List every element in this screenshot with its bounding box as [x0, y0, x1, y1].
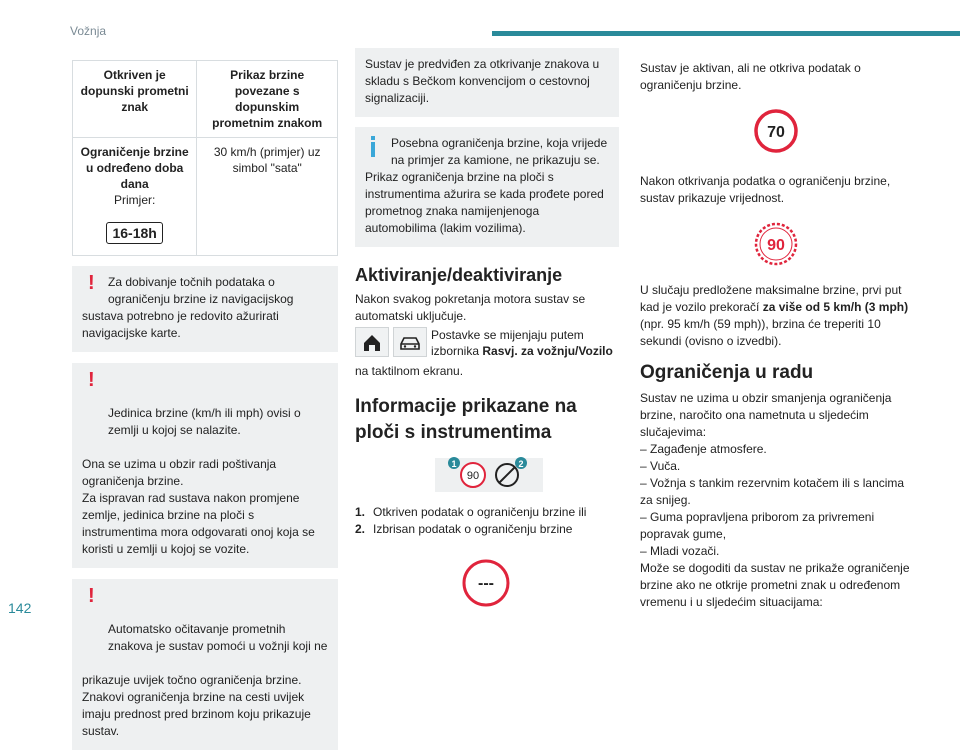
limitations-tail: Može se dogoditi da sustav ne prikaže ograničenje brzine ako ne otkrije prometni znak u određenom vremenu i u sljedećim situacijama:: [640, 561, 910, 609]
activation-menu-text: Postavke se mijenjaju putem izbornika Rasvj. za vožnju/Vozilo: [431, 328, 613, 358]
supplementary-sign-table: [72, 60, 338, 256]
list-item: – Guma popravljena priborom za privremeni popravak gume,: [640, 510, 875, 541]
display-items-list: [355, 504, 619, 538]
activation-icons-row: [355, 327, 619, 363]
info-sign-value: 90: [466, 470, 480, 482]
table-row-value: 30 km/h (primjer) uz simbol "sata": [197, 138, 338, 256]
note-special-limits: [355, 127, 619, 247]
note-text: Sustav je predviđen za otkrivanje znakova u skladu s Bečkom konvencijom o cestovnoj signalizaciji.: [365, 57, 600, 105]
activation-after-text: na taktilnom ekranu.: [355, 364, 464, 378]
car-icon: [393, 327, 427, 357]
list-item: – Vožnja s tankim rezervnim kotačem ili s lancima za snijeg.: [640, 476, 905, 507]
note-text-first: Za dobivanje točnih podataka o ograničenju brzine iz navigacijskog: [108, 275, 294, 306]
time-window-sign: 16-18h: [106, 222, 162, 244]
warning-exclamation-icon: !: [88, 272, 95, 294]
table-row-label-cell: [73, 138, 197, 256]
note-text-rest: sustava potrebno je redovito ažurirati navigacijske karte.: [82, 309, 279, 340]
page-number: 142: [8, 600, 32, 616]
table-row-label: Ograničenje brzine u određeno doba dana: [80, 145, 189, 191]
column-2: [355, 48, 619, 613]
instrument-display-illustration: [435, 458, 543, 492]
page-section-title: Vožnja: [70, 24, 107, 38]
note-text-rest: Prikaz ograničenja brzine na ploči s instrumentima ažurira se kada prođete pored prometnog znaka namijenjenoga automobilima (lakim vozilima).: [365, 170, 604, 235]
svg-text:70: 70: [767, 124, 785, 141]
header-accent-bar: [492, 31, 960, 36]
badge-2: 2: [518, 459, 524, 469]
warning-exclamation-icon: !: [88, 369, 95, 391]
note-auto-reading: [72, 579, 338, 750]
text-after-detect: Nakon otkrivanja podatka o ograničenju brzine, sustav prikazuje vrijednost.: [640, 174, 891, 205]
note-text-rest: prikazuje uvijek točno ograničenja brzine. Znakovi ograničenja brzine na cesti uvijek imaju prednost pred brzinom koju prikazuje sustav.: [82, 673, 311, 738]
speed-sign-90-flashing: [640, 221, 912, 272]
limitations-body: Sustav ne uzima u obzir smanjenja ograničenja brzine, naročito ona nametnuta u sljedećim slučajevima:: [640, 391, 892, 439]
table-header-display: Prikaz brzine povezane s dopunskim prometnim znakom: [197, 61, 338, 138]
column-1: [72, 60, 338, 750]
note-text-rest: Ona se uzima u obzir radi poštivanja ograničenja brzine. Za ispravan rad sustava nakon promjene zemlje, jedinica brzine na ploči s instrumentima mora odgovarati onoj koja se koristi u zemlji u kojoj se vozite.: [82, 457, 315, 556]
note-text-first: Automatsko očitavanje prometnih znakova je sustav pomoći u vožnji koji ne: [108, 622, 328, 653]
limitations-heading: Ograničenja u radu: [640, 362, 814, 383]
info-heading: Informacije prikazane na ploči s instrumentima: [355, 396, 577, 443]
note-navigation-maps: [72, 266, 338, 352]
list-item: – Zagađenje atmosfere.: [640, 442, 767, 456]
note-text-first: Posebna ograničenja brzine, koja vrijede na primjer za kamione, ne prikazuju se.: [391, 136, 608, 167]
activation-text: Nakon svakog pokretanja motora sustav se automatski uključuje.: [355, 292, 586, 323]
table-row-example: Primjer:: [114, 193, 156, 207]
info-icon: [371, 134, 379, 157]
text-overspeed: U slučaju predložene maksimalne brzine, prvi put kad je vozilo prekoračí za više od 5 km/h (3 mph) (npr. 95 km/h (59 mph)), brzina će treperiti 10 sekundi (ovisno o izvedbi).: [640, 283, 909, 348]
list-item: 2. Izbrisan podatak o ograničenju brzine: [355, 522, 573, 536]
no-limit-sign: [461, 558, 619, 613]
text-system-active: Sustav je aktivan, ali ne otkriva podatak o ograničenju brzine.: [640, 61, 861, 92]
note-text-first: Jedinica brzine (km/h ili mph) ovisi o zemlji u kojoj se nalazite.: [108, 406, 301, 437]
limitations-list: [640, 441, 912, 560]
table-header-detected: Otkriven je dopunski prometni znak: [73, 61, 197, 138]
note-speed-unit: [72, 363, 338, 568]
home-icon: [355, 327, 389, 357]
dash-sign-text: ---: [478, 575, 494, 592]
note-vienna-convention: [355, 48, 619, 117]
list-item: 1. Otkriven podatak o ograničenju brzine ili: [355, 505, 587, 519]
column-3: [640, 60, 912, 611]
activation-heading: Aktiviranje/deaktiviranje: [355, 265, 563, 285]
speed-sign-70: [640, 108, 912, 159]
svg-text:90: 90: [767, 237, 785, 254]
list-item: – Vuča.: [640, 459, 681, 473]
list-item: – Mladi vozači.: [640, 544, 720, 558]
warning-exclamation-icon: !: [88, 585, 95, 607]
badge-1: 1: [451, 459, 457, 469]
